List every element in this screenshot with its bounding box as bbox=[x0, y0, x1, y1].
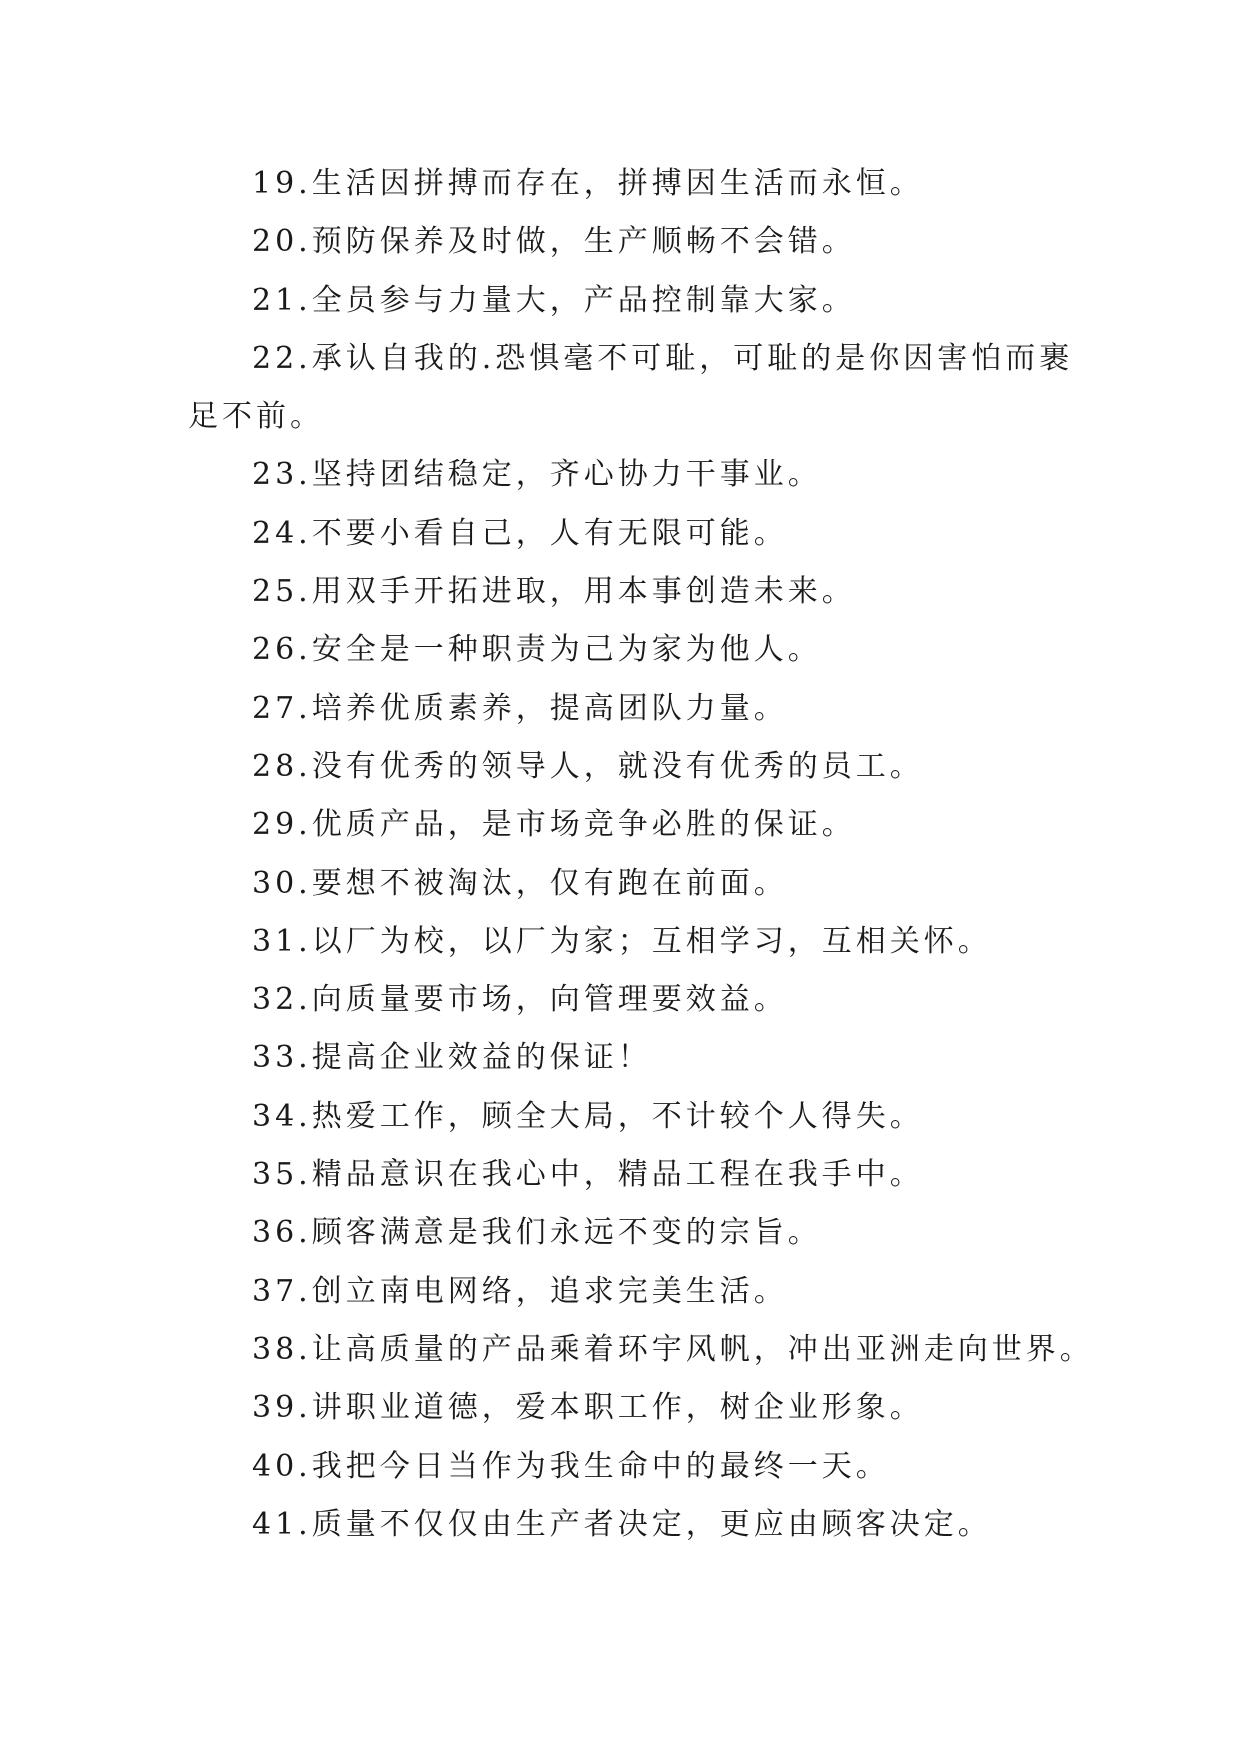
list-item: 38.让高质量的产品乘着环宇风帆，冲出亚洲走向世界。 bbox=[252, 1331, 1094, 1367]
list-item: 30.要想不被淘汰，仅有跑在前面。 bbox=[252, 865, 788, 901]
list-item: 19.生活因拼搏而存在，拼搏因生活而永恒。 bbox=[252, 166, 924, 201]
list-item: 33.提高企业效益的保证！ bbox=[252, 1040, 652, 1076]
slogan-list bbox=[188, 155, 1094, 1554]
list-item: 41.质量不仅仅由生产者决定，更应由顾客决定。 bbox=[252, 1506, 992, 1542]
list-item: 37.创立南电网络，追求完美生活。 bbox=[252, 1273, 788, 1309]
list-item: 35.精品意识在我心中，精品工程在我手中。 bbox=[252, 1157, 924, 1193]
list-item: 28.没有优秀的领导人，就没有优秀的员工。 bbox=[252, 748, 924, 784]
list-item: 21.全员参与力量大，产品控制靠大家。 bbox=[252, 282, 856, 318]
list-item: 32.向质量要市场，向管理要效益。 bbox=[252, 982, 788, 1018]
list-item: 22.承认自我的.恐惧毫不可耻，可耻的是你因害怕而裹 bbox=[252, 340, 1074, 376]
list-item: 34.热爱工作，顾全大局，不计较个人得失。 bbox=[252, 1098, 924, 1134]
list-item: 36.顾客满意是我们永远不变的宗旨。 bbox=[252, 1215, 822, 1251]
list-item: 40.我把今日当作为我生命中的最终一天。 bbox=[252, 1448, 890, 1484]
list-item: 27.培养优质素养，提高团队力量。 bbox=[252, 690, 788, 726]
list-item: 25.用双手开拓进取，用本事创造未来。 bbox=[252, 574, 856, 610]
list-item: 26.安全是一种职责为己为家为他人。 bbox=[252, 632, 822, 668]
list-item: 39.讲职业道德，爱本职工作，树企业形象。 bbox=[252, 1390, 924, 1426]
list-item: 24.不要小看自己，人有无限可能。 bbox=[252, 515, 788, 551]
list-item: 31.以厂为校，以厂为家；互相学习，互相关怀。 bbox=[252, 923, 992, 959]
list-item: 29.优质产品，是市场竞争必胜的保证。 bbox=[252, 807, 856, 843]
list-item-continuation: 足不前。 bbox=[188, 399, 324, 435]
list-item: 23.坚持团结稳定，齐心协力干事业。 bbox=[252, 457, 822, 493]
list-item: 20.预防保养及时做，生产顺畅不会错。 bbox=[252, 224, 856, 260]
